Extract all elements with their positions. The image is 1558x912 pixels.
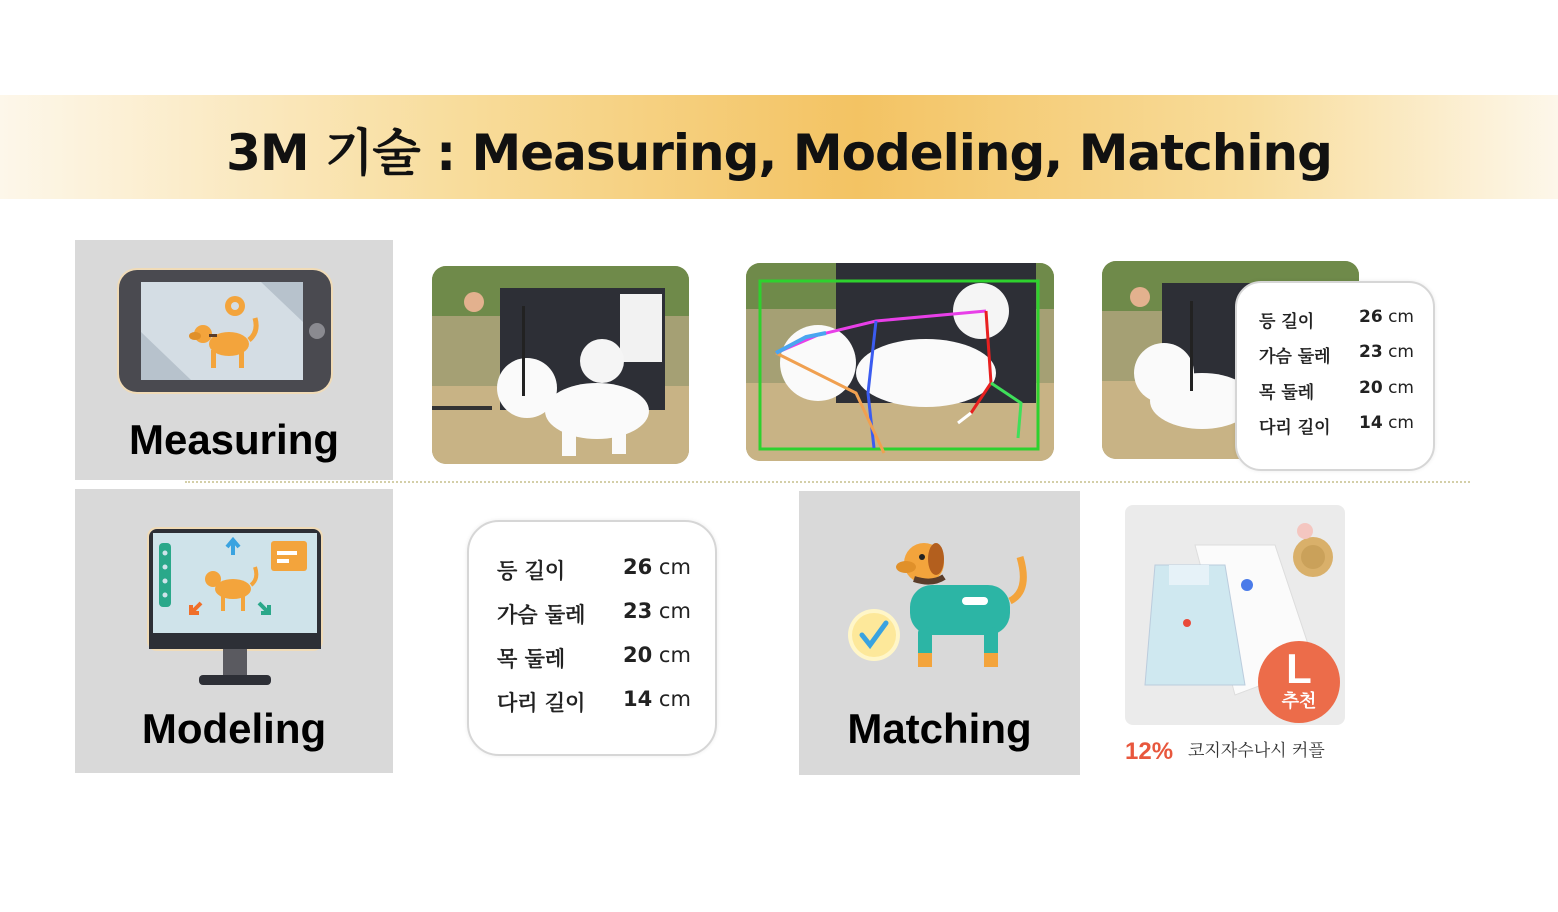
measure-value: 23: [623, 599, 653, 623]
measure-unit: cm: [658, 687, 691, 711]
measuring-label: Measuring: [128, 416, 340, 463]
section-divider: [185, 481, 1470, 483]
measure-unit: cm: [658, 643, 691, 667]
measure-unit: cm: [1388, 413, 1414, 433]
measure-unit: cm: [658, 555, 691, 579]
matching-label: Matching: [847, 705, 1032, 752]
badge-text: 추천: [1281, 691, 1317, 712]
measure-label: 다리 길이: [1259, 418, 1331, 438]
measuring-tile: [75, 240, 393, 480]
measure-label: 목 둘레: [497, 647, 566, 671]
measure-unit: cm: [1388, 378, 1414, 398]
phone-icon: [111, 262, 351, 412]
matching-tile: [799, 491, 1080, 775]
measure-unit: cm: [1388, 307, 1414, 327]
measure-value: 26: [623, 555, 653, 579]
size-badge: [1258, 641, 1340, 723]
measure-value: 14: [1359, 413, 1383, 433]
page-title: 3M 기술 : Measuring, Modeling, Matching: [226, 124, 1332, 182]
measurement-card-small: [1235, 281, 1435, 471]
dog-photo-original: [432, 266, 689, 464]
measurement-card-large: [467, 520, 717, 756]
measure-label: 다리 길이: [497, 691, 586, 715]
modeling-tile: [75, 489, 393, 773]
measure-unit: cm: [1388, 342, 1414, 362]
modeling-label: Modeling: [141, 705, 327, 752]
product-discount: 12%: [1125, 738, 1174, 762]
measure-value: 23: [1359, 342, 1383, 362]
monitor-icon: [145, 525, 335, 695]
badge-size: L: [1286, 645, 1312, 692]
measure-label: 가슴 둘레: [497, 603, 586, 627]
measure-label: 등 길이: [497, 559, 566, 583]
dog-clothes-icon: [844, 541, 1044, 681]
product-name: 코지자수나시 커플: [1188, 741, 1325, 761]
measure-label: 가슴 둘레: [1259, 347, 1331, 367]
dog-photo-keypoints: [746, 263, 1054, 461]
measure-value: 20: [1359, 378, 1383, 398]
measure-label: 목 둘레: [1259, 383, 1315, 403]
measure-value: 14: [623, 687, 653, 711]
measure-label: 등 길이: [1259, 312, 1315, 332]
measure-value: 26: [1359, 307, 1383, 327]
measure-unit: cm: [658, 599, 691, 623]
measure-value: 20: [623, 643, 653, 667]
